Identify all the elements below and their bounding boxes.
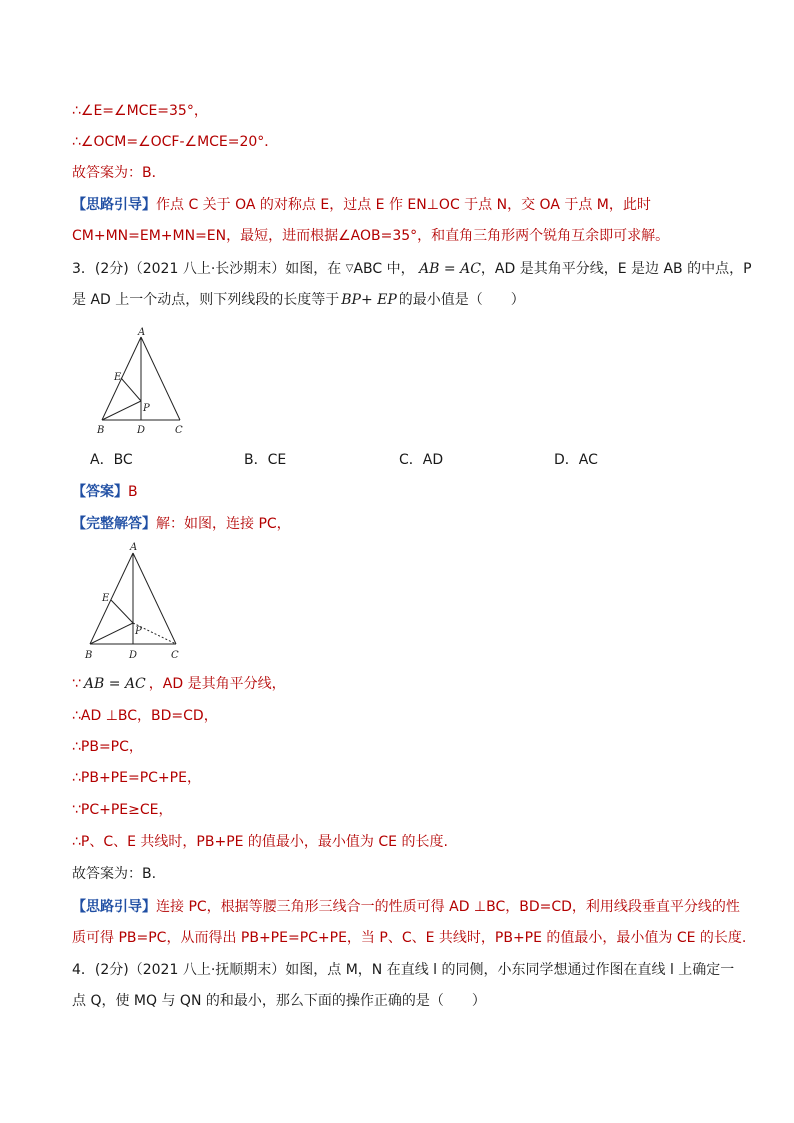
q3-answer-line <box>72 482 138 502</box>
sol-label-c: C <box>171 650 179 661</box>
q4-stem-line-2: 点 Q，使 MQ 与 QN 的和最小，那么下面的操作正确的是（ ） <box>72 993 486 1009</box>
prev-hint-line-1 <box>72 195 651 215</box>
prev-solution-line-1: ∴∠E=∠MCE=35°， <box>72 103 208 119</box>
q3-solution-figure <box>84 540 184 660</box>
q3-header: 3．(2分)（2021 八上·长沙期末）如图，在 <box>72 261 342 277</box>
label-a: A <box>138 327 146 338</box>
label-e: E <box>114 372 122 383</box>
answer-value: B <box>128 484 138 500</box>
sol-label-d: D <box>129 650 138 661</box>
prev-solution-line-2: ∴∠OCM=∠OCF-∠MCE=20°． <box>72 134 279 150</box>
sol-label-e: E <box>102 593 110 604</box>
q3-stem-line2-pre: 是 AD 上一个动点，则下列线段的长度等于 <box>72 292 340 308</box>
label-b: B <box>97 425 105 436</box>
option-d[interactable]: D．AC <box>554 452 598 468</box>
q3-triangle-figure <box>92 327 192 437</box>
label-c: C <box>175 425 183 436</box>
solution-step-3: ∴PB=PC， <box>72 739 143 755</box>
step1-equation: AB = AC <box>83 676 146 692</box>
q3-stem-line-2 <box>72 290 525 310</box>
prev-hint-tag: 【思路引导】 <box>72 197 156 213</box>
solution-step-1 <box>72 674 286 694</box>
sol-label-p: P <box>135 626 142 637</box>
q3-equation-ab-ac: AB = AC <box>419 261 481 277</box>
q3-hint-line-1 <box>72 897 740 917</box>
q3-stem-mid: ，AD 是其角平分线，E 是边 AB 的中点，P <box>480 261 752 277</box>
q3-triangle-label: ABC 中， <box>353 261 415 277</box>
segment-bp <box>102 401 141 420</box>
solution-answer-line: 故答案为：B. <box>72 866 157 882</box>
option-b[interactable]: B．CE <box>244 452 287 468</box>
solution-step-6: ∴P、C、E 共线时，PB+PE 的值最小，最小值为 CE 的长度. <box>72 834 448 850</box>
q3-hint-line-2: 质可得 PB=PC，从而得出 PB+PE=PC+PE，当 P、C、E 共线时，PB+PE 的值最小，最小值为 CE 的长度. <box>72 930 747 946</box>
sol-label-a: A <box>130 542 138 553</box>
label-p: P <box>143 403 150 414</box>
option-a[interactable]: A．BC <box>90 452 133 468</box>
option-c[interactable]: C．AD <box>399 452 444 468</box>
sol-segment-ep <box>111 600 133 623</box>
solution-step-4: ∴PB+PE=PC+PE， <box>72 770 201 786</box>
q3-stem-line2-post: 的最小值是（ ） <box>398 292 525 308</box>
sol-label-b: B <box>85 650 93 661</box>
segment-ep <box>121 378 141 401</box>
step1-because: ∵ <box>72 676 81 692</box>
q3-hint-text-1: 连接 PC，根据等腰三角形三线合一的性质可得 AD ⊥BC，BD=CD，利用线段垂直平分线的性 <box>156 899 740 915</box>
q3-hint-tag: 【思路引导】 <box>72 899 156 915</box>
q3-stem-line-1 <box>72 259 752 279</box>
solution-tag: 【完整解答】 <box>72 516 156 532</box>
sol-segment-bp <box>90 623 133 644</box>
triangle-symbol-icon: ▽ <box>345 263 354 274</box>
prev-answer-line: 故答案为：B． <box>72 165 166 181</box>
step1-text: ，AD 是其角平分线， <box>148 676 286 692</box>
prev-hint-line-2: CM+MN=EM+MN=EN，最短，进而根据∠AOB=35°，和直角三角形两个锐角互余即可求解。 <box>72 228 670 244</box>
solution-intro: 解：如图，连接 PC， <box>156 516 291 532</box>
answer-tag: 【答案】 <box>72 484 128 500</box>
sol-side-ab <box>90 553 133 644</box>
q4-stem-line-1: 4．(2分)（2021 八上·抚顺期末）如图，点 M，N 在直线 l 的同侧，小东同学想通过作图在直线 l 上确定一 <box>72 962 735 978</box>
label-d: D <box>137 425 146 436</box>
q3-expression: BP+ EP <box>341 292 397 308</box>
solution-step-5: ∵PC+PE≥CE， <box>72 802 173 818</box>
solution-step-2: ∴AD ⊥BC，BD=CD， <box>72 708 218 724</box>
q3-solution-intro-line <box>72 514 291 534</box>
prev-hint-text-1: 作点 C 关于 OA 的对称点 E，过点 E 作 EN⊥OC 于点 N，交 OA 于点 M，此时 <box>156 197 651 213</box>
